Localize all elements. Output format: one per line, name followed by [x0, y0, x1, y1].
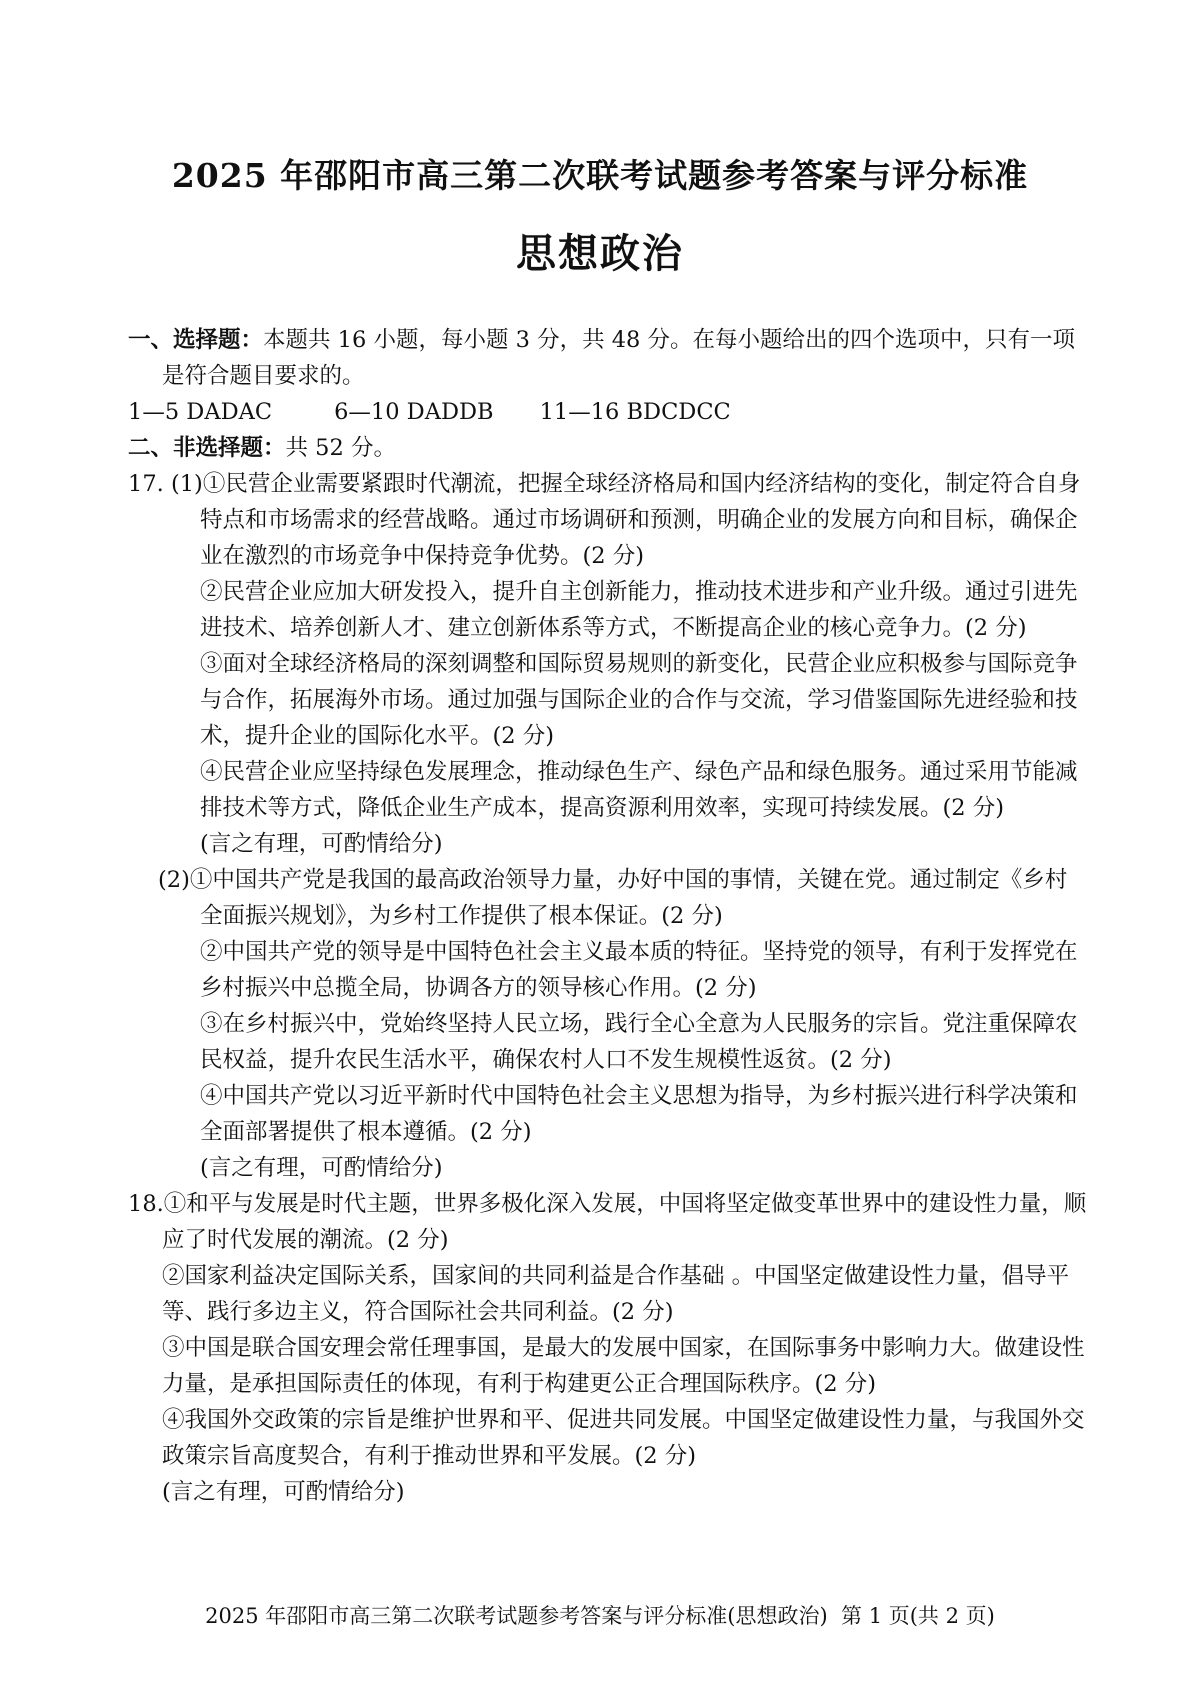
q18-number: 18.: [128, 1191, 164, 1217]
q17-sub2-note: (言之有理，可酌情给分): [200, 1155, 443, 1181]
q17-sub2-point1-text: ①中国共产党是我国的最高政治领导力量，办好中国的事情，关键在党。通过制定《乡村全面振兴规划》，为乡村工作提供了根本保证。(2 分): [189, 867, 1068, 929]
q17-sub2-label: (2): [158, 867, 190, 893]
answer-content: [128, 322, 1088, 1510]
q17-sub1-point4: ④民营企业应坚持绿色发展理念，推动绿色生产、绿色产品和绿色服务。通过采用节能减排技术等方式，降低企业生产成本，提高资源利用效率，实现可持续发展。(2 分): [200, 759, 1078, 821]
document-title: 2025 年邵阳市高三第二次联考试题参考答案与评分标准: [171, 156, 1029, 195]
q17-sub1-point1-text: ①民营企业需要紧跟时代潮流，把握全球经济格局和国内经济结构的变化，制定符合自身特点和市场需求的经营战略。通过市场调研和预测，明确企业的发展方向和目标，确保企业在激烈的市场竞争中保持竞争优势。(2 分): [200, 471, 1081, 569]
q18-point1: [128, 1186, 1088, 1258]
q17-sub2-point4: ④中国共产党以习近平新时代中国特色社会主义思想为指导，为乡村振兴进行科学决策和全面部署提供了根本遵循。(2 分): [200, 1083, 1078, 1145]
q18-point3: ③中国是联合国安理会常任理事国，是最大的发展中国家，在国际事务中影响力大。做建设性力量，是承担国际责任的体现，有利于构建更公正合理国际秩序。(2 分): [162, 1335, 1085, 1397]
q17-sub2-point1: [128, 862, 1088, 934]
page-footer: [0, 1601, 1200, 1631]
q17-number: 17.: [128, 471, 164, 497]
footer-title: 2025 年邵阳市高三第二次联考试题参考答案与评分标准(思想政治): [205, 1604, 828, 1628]
answers-11-16: 11—16 BDCDCC: [539, 399, 731, 425]
q18-point2: ②国家利益决定国际关系，国家间的共同利益是合作基础 。中国坚定做建设性力量，倡导平等、践行多边主义，符合国际社会共同利益。(2 分): [162, 1263, 1070, 1325]
part2-description: 共 52 分。: [285, 435, 396, 461]
multiple-choice-answers: [128, 394, 1088, 430]
q17-sub2-point3: ③在乡村振兴中，党始终坚持人民立场，践行全心全意为人民服务的宗旨。党注重保障农民权益，提升农民生活水平，确保农村人口不发生规模性返贫。(2 分): [200, 1011, 1078, 1073]
q18-point1-text: ①和平与发展是时代主题，世界多极化深入发展，中国将坚定做变革世界中的建设性力量，顺应了时代发展的潮流。(2 分): [162, 1191, 1087, 1253]
answers-6-10: 6—10 DADDB: [334, 399, 494, 425]
part1-intro: [128, 322, 1088, 394]
part1-description: 本题共 16 小题，每小题 3 分，共 48 分。在每小题给出的四个选项中，只有一项是符合题目要求的。: [162, 327, 1076, 389]
part2-heading: 二、非选择题：: [128, 435, 286, 461]
q17-sub1-point1: [128, 466, 1088, 574]
answers-1-5: 1—5 DADAC: [128, 399, 273, 425]
q18-note: (言之有理，可酌情给分): [162, 1479, 405, 1505]
subject-title: 思想政治: [516, 230, 684, 277]
q17-sub1-point2: ②民营企业应加大研发投入，提升自主创新能力，推动技术进步和产业升级。通过引进先进技术、培养创新人才、建立创新体系等方式，不断提高企业的核心竞争力。(2 分): [200, 579, 1078, 641]
q17-sub2-point2: ②中国共产党的领导是中国特色社会主义最本质的特征。坚持党的领导，有利于发挥党在乡村振兴中总揽全局，协调各方的领导核心作用。(2 分): [200, 939, 1078, 1001]
q17-sub1-point3: ③面对全球经济格局的深刻调整和国际贸易规则的新变化，民营企业应积极参与国际竞争与合作，拓展海外市场。通过加强与国际企业的合作与交流，学习借鉴国际先进经验和技术，提升企业的国际化水平。(2 分): [200, 651, 1078, 749]
footer-page-number: 第 1 页(共 2 页): [841, 1604, 995, 1628]
q18-point4: ④我国外交政策的宗旨是维护世界和平、促进共同发展。中国坚定做建设性力量，与我国外交政策宗旨高度契合，有利于推动世界和平发展。(2 分): [162, 1407, 1085, 1469]
q17-sub1-label: (1): [170, 471, 203, 497]
part2-intro: [128, 430, 1088, 466]
part1-heading: 一、选择题：: [128, 327, 264, 353]
q17-sub1-note: (言之有理，可酌情给分): [200, 831, 443, 857]
